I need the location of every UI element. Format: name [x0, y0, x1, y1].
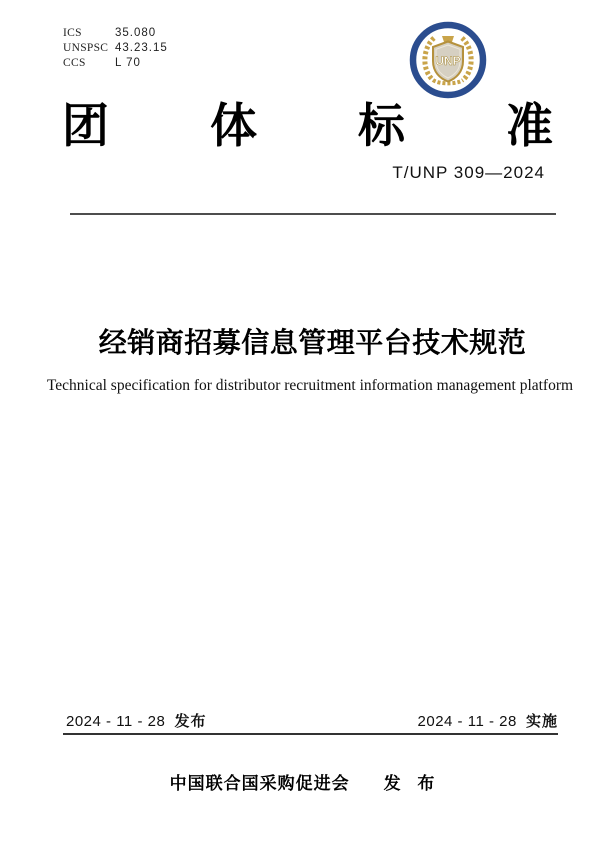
- ics-label: ICS: [63, 27, 82, 39]
- standard-number: T/UNP 309—2024: [392, 163, 545, 182]
- doc-type-char-2: 体: [210, 99, 257, 152]
- code-row-ics: [63, 26, 168, 41]
- date-line: [66, 710, 558, 731]
- doc-type-heading: [62, 100, 553, 152]
- publisher-line: [10, 769, 600, 794]
- issue-date: 2024 - 11 - 28: [66, 713, 166, 730]
- issue-date-group: [66, 710, 206, 731]
- ccs-label: CCS: [63, 57, 86, 69]
- header-divider-rule: [70, 213, 556, 215]
- unp-emblem-icon: [409, 21, 487, 99]
- issue-label: 发布: [174, 713, 207, 730]
- code-row-unspsc: [63, 41, 168, 56]
- badge-unp-text: UNP: [435, 54, 461, 68]
- doc-type-char-4: 准: [506, 99, 553, 152]
- implementation-date: 2024 - 11 - 28: [417, 713, 517, 730]
- footer-divider-rule: [63, 733, 558, 735]
- classification-codes: [63, 26, 168, 71]
- unspsc-value: 43.23.15: [115, 42, 168, 54]
- ccs-value: L 70: [115, 57, 141, 69]
- publisher-name: 中国联合国采购促进会: [169, 774, 350, 793]
- doc-type-char-3: 标: [358, 99, 405, 152]
- code-row-ccs: [63, 56, 168, 71]
- doc-type-char-1: 团: [62, 99, 109, 152]
- ics-value: 35.080: [115, 27, 157, 39]
- implementation-label: 实施: [525, 713, 558, 730]
- title-chinese: 经销商招募信息管理平台技术规范: [98, 327, 527, 358]
- unp-badge-svg: [409, 21, 487, 99]
- unspsc-label: UNSPSC: [63, 42, 109, 54]
- publish-label: 发 布: [383, 774, 441, 793]
- title-english: Technical specification for distributor recruitment information management platform: [46, 377, 574, 394]
- implementation-date-group: [418, 710, 558, 731]
